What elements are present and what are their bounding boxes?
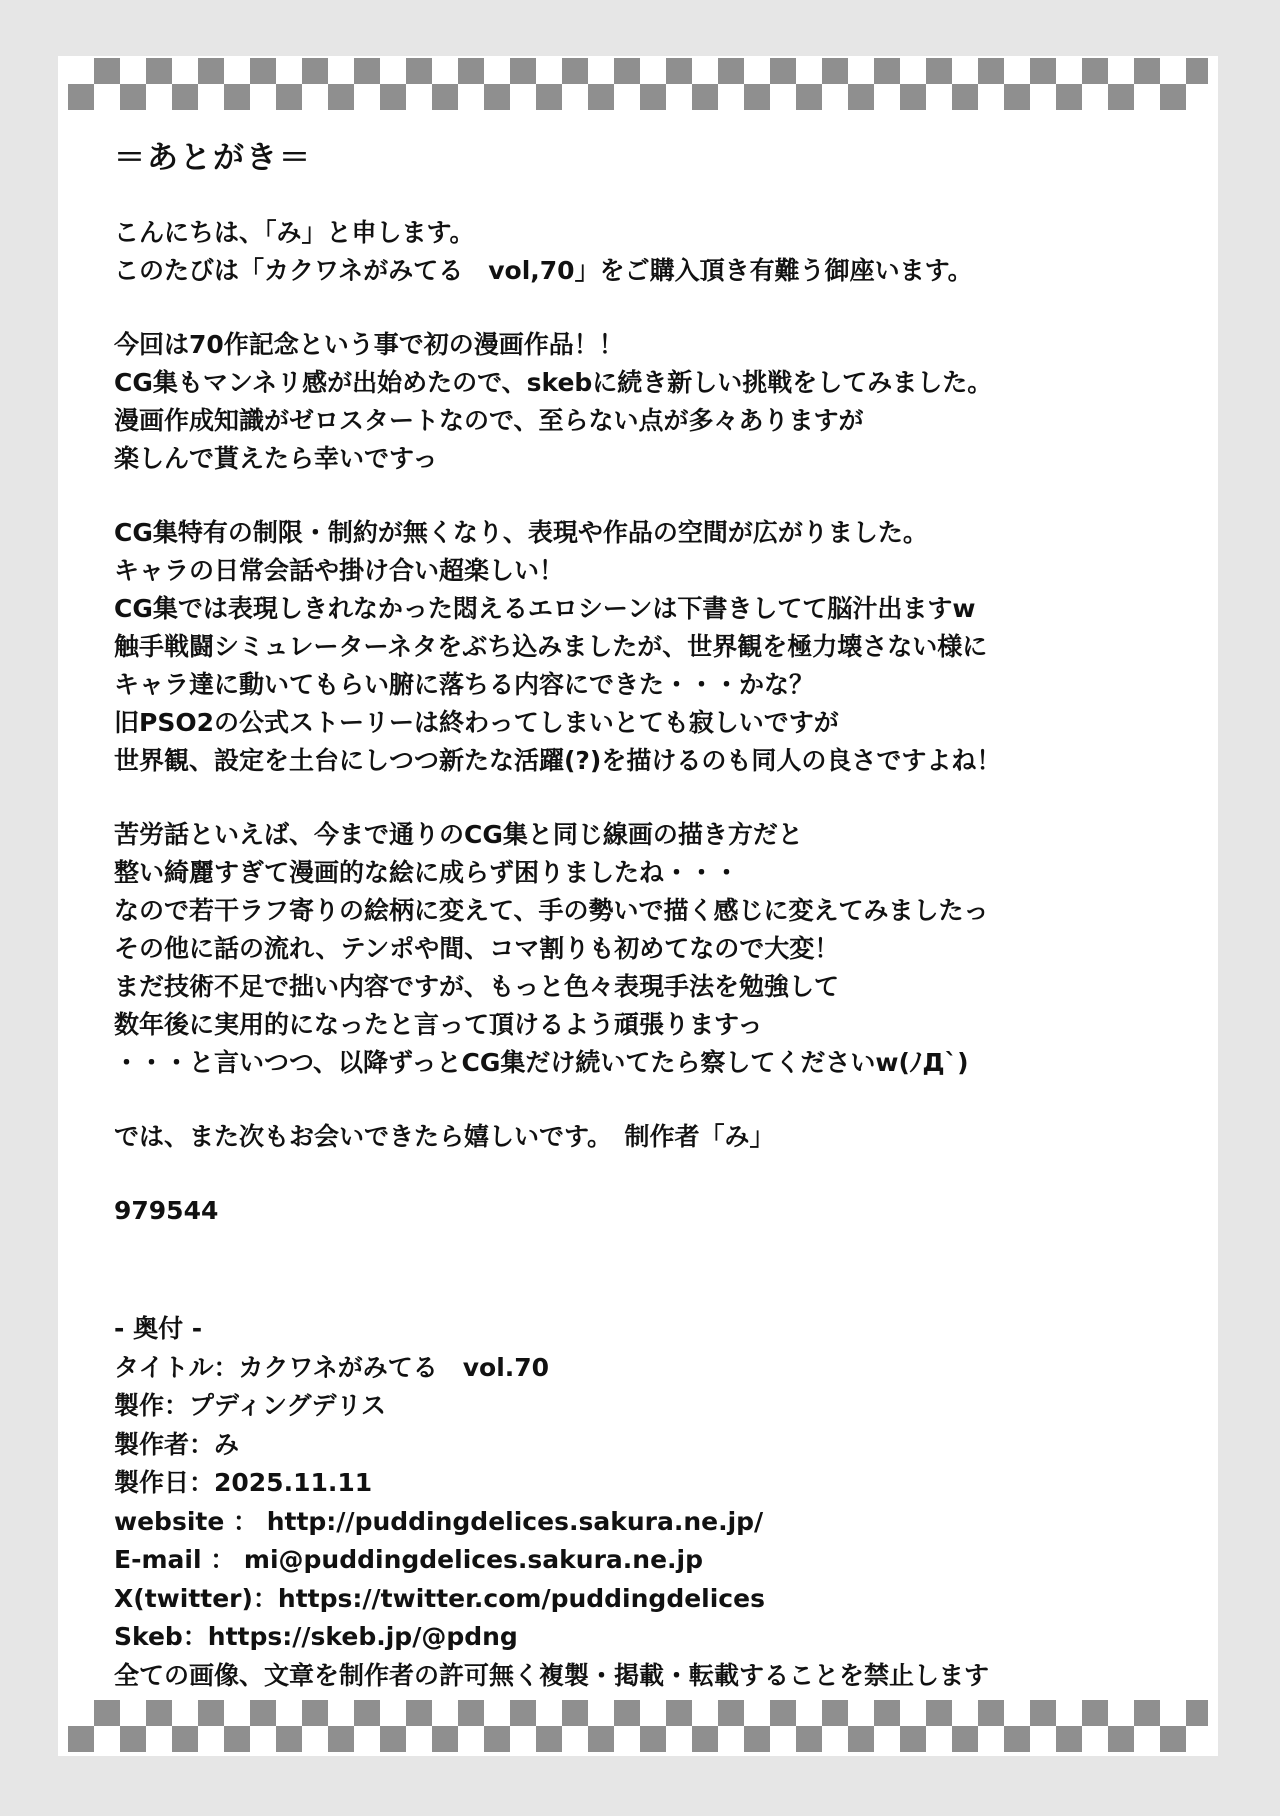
text-line: キャラ達に動いてもらい腑に落ちる内容にできた・・・かな？ bbox=[114, 670, 815, 699]
paragraph-closing bbox=[114, 1118, 1194, 1156]
text-line: CG集もマンネリ感が出始めたので、skebに続き新しい挑戦をしてみました。 bbox=[114, 368, 993, 397]
paragraph-greeting bbox=[114, 214, 1194, 290]
colophon-website: website ： http://puddingdelices.sakura.ne.jp/ bbox=[114, 1506, 764, 1536]
colophon-copyright: 全ての画像、文章を制作者の許可無く複製・掲載・転載することを禁止します bbox=[114, 1660, 990, 1690]
paragraph-first-manga bbox=[114, 326, 1194, 478]
code-number: 979544 bbox=[114, 1196, 219, 1225]
afterword-heading: ＝あとがき＝ bbox=[114, 140, 312, 176]
text-line: 触手戦闘シミュレーターネタをぶち込みましたが、世界観を極力壊さない様に bbox=[114, 632, 988, 661]
text-line: CG集では表現しきれなかった悶えるエロシーンは下書きしてて脳汁出ますw bbox=[114, 594, 976, 623]
colophon-twitter: X(twitter)：https://twitter.com/puddingdelices bbox=[114, 1583, 765, 1613]
checker-border-bottom bbox=[68, 1700, 1208, 1752]
colophon-title: タイトル：カクワネがみてる vol.70 bbox=[114, 1352, 550, 1382]
text-line: 今回は70作記念という事で初の漫画作品！！ bbox=[114, 330, 624, 359]
text-line: 苦労話といえば、今まで通りのCG集と同じ線画の描き方だと bbox=[114, 820, 803, 849]
colophon-circle: 製作：プディングデリス bbox=[114, 1391, 387, 1420]
text-line: このたびは「カクワネがみてる vol,70」をご購入頂き有難う御座います。 bbox=[114, 256, 973, 285]
text-line: 旧PSO2の公式ストーリーは終わってしまいとても寂しいですが bbox=[114, 708, 839, 737]
afterword-content bbox=[114, 136, 1194, 1695]
text-line: まだ技術不足で拙い内容ですが、もっと色々表現手法を勉強して bbox=[114, 972, 840, 1001]
text-line: CG集特有の制限・制約が無くなり、表現や作品の空間が広がりました。 bbox=[114, 518, 928, 547]
paragraph-expression bbox=[114, 514, 1194, 780]
afterword-page bbox=[58, 56, 1218, 1756]
text-line: なので若干ラフ寄りの絵柄に変えて、手の勢いで描く感じに変えてみましたっ bbox=[114, 896, 989, 925]
colophon-heading: - 奥付 - bbox=[114, 1314, 203, 1343]
text-line: こんにちは、「み」と申します。 bbox=[114, 218, 475, 247]
text-line: ・・・と言いつつ、以降ずっとCG集だけ続いてたら察してくださいw(ﾉД`) bbox=[114, 1048, 969, 1077]
colophon-author: 製作者：み bbox=[114, 1429, 240, 1459]
text-line: 楽しんで貰えたら幸いですっ bbox=[114, 444, 438, 473]
text-line: 数年後に実用的になったと言って頂けるよう頑張りますっ bbox=[114, 1010, 763, 1039]
colophon-skeb: Skeb：https://skeb.jp/@pdng bbox=[114, 1622, 518, 1651]
paragraph-hardships bbox=[114, 816, 1194, 1082]
text-line: キャラの日常会話や掛け合い超楽しい！ bbox=[114, 556, 565, 585]
colophon-email: E-mail ： mi@puddingdelices.sakura.ne.jp bbox=[114, 1545, 704, 1574]
text-line: 漫画作成知識がゼロスタートなので、至らない点が多々ありますが bbox=[114, 406, 864, 435]
colophon bbox=[114, 1310, 1194, 1695]
colophon-date: 製作日：2025.11.11 bbox=[114, 1468, 373, 1497]
text-line: では、また次もお会いできたら嬉しいです。 制作者「み」 bbox=[114, 1122, 775, 1151]
text-line: その他に話の流れ、テンポや間、コマ割りも初めてなので大変！ bbox=[114, 934, 840, 963]
text-line: 整い綺麗すぎて漫画的な絵に成らず困りましたね・・・ bbox=[114, 858, 740, 887]
text-line: 世界観、設定を土台にしつつ新たな活躍(?)を描けるのも同人の良さですよね！ bbox=[114, 746, 1002, 775]
checker-border-top bbox=[68, 58, 1208, 110]
